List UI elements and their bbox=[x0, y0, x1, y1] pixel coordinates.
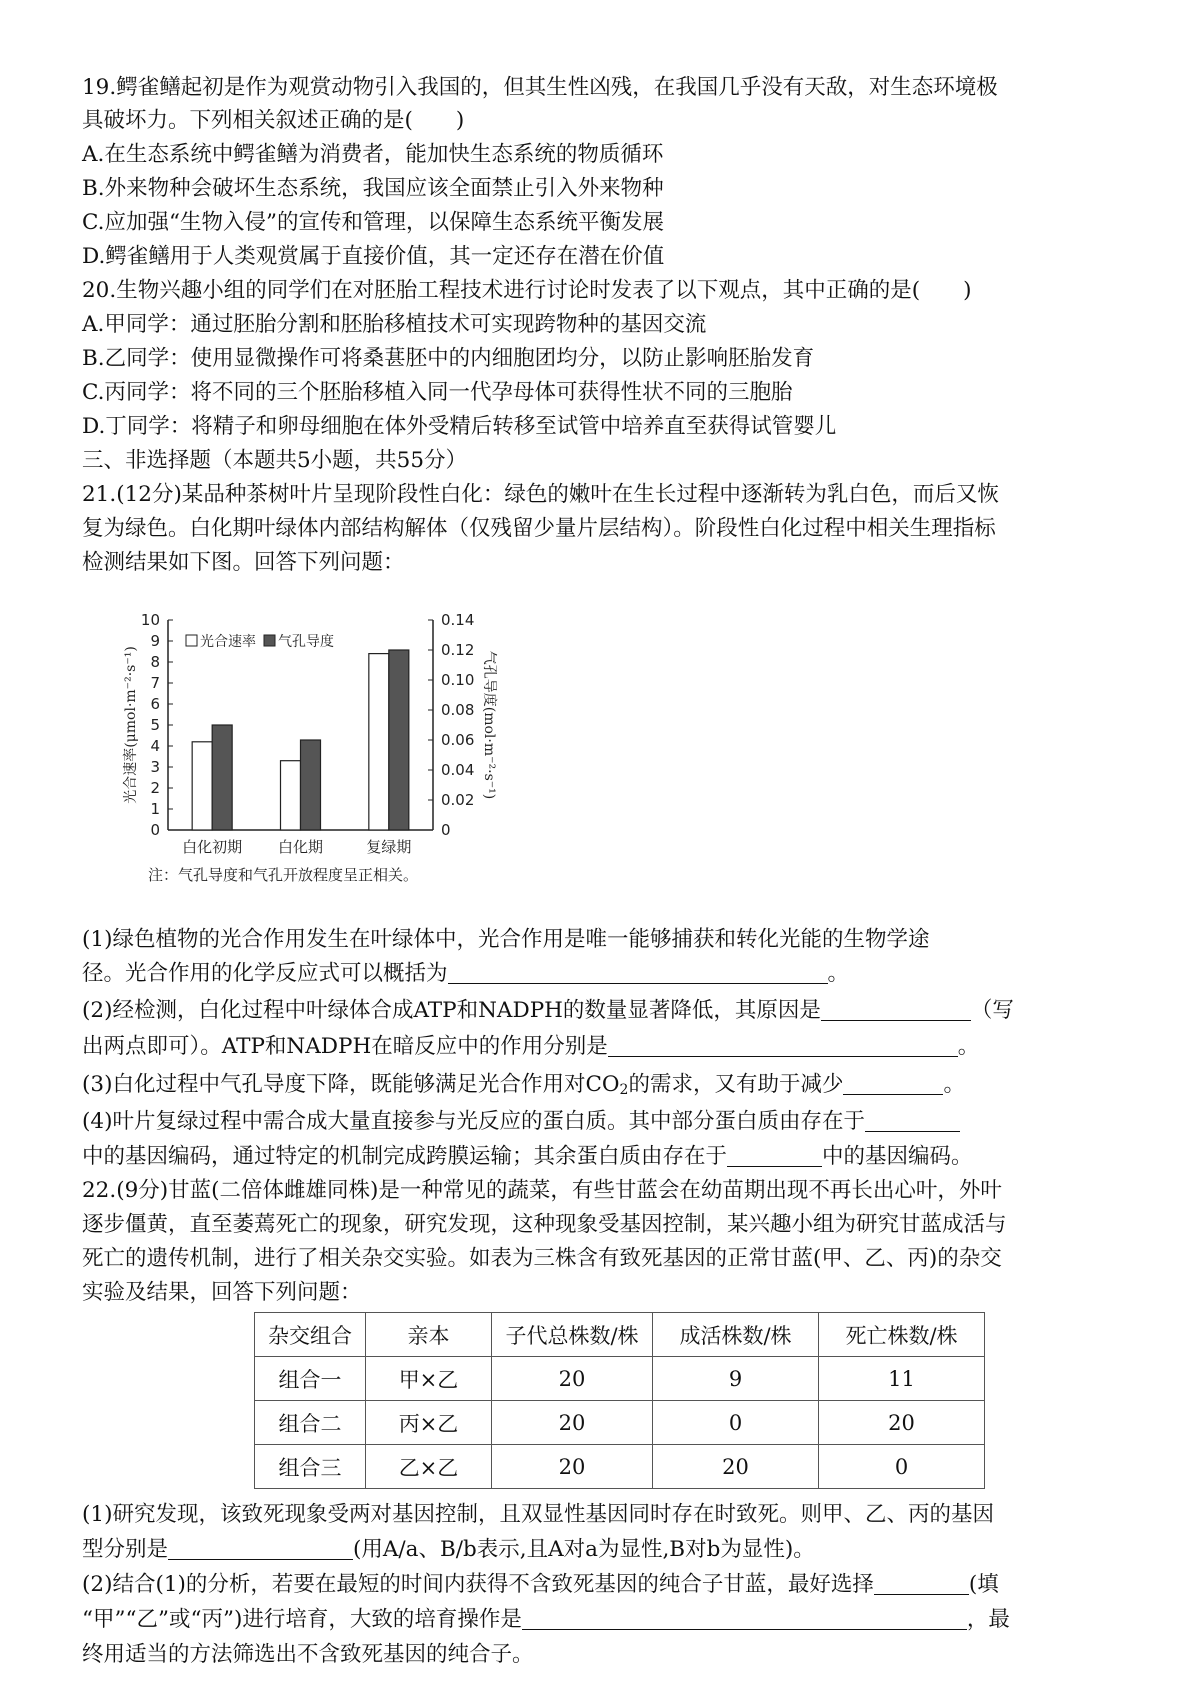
table-row bbox=[255, 1401, 985, 1445]
q19-option-d: D.鳄雀鳝用于人类观赏属于直接价值，其一定还存在潜在价值 bbox=[82, 244, 665, 269]
table-header-cell: 亲本 bbox=[366, 1313, 492, 1357]
q20-option-d: D.丁同学：将精子和卵母细胞在体外受精后转移至试管中培养直至获得试管婴儿 bbox=[82, 414, 837, 439]
x-tick-label: 复绿期 bbox=[366, 838, 412, 856]
bar-photosynthesis bbox=[281, 761, 301, 830]
left-tick-label: 0 bbox=[150, 821, 160, 839]
q21-part4-text: (4)叶片复绿过程中需合成大量直接参与光反应的蛋白质。其中部分蛋白质由存在于 bbox=[82, 1109, 865, 1134]
q22-part1-line-1: (1)研究发现，该致死现象受两对基因控制，且双显性基因同时存在时致死。则甲、乙、丙的基因 bbox=[82, 1502, 994, 1527]
right-tick-label: 0 bbox=[441, 821, 451, 839]
q21-part2-end: 。 bbox=[957, 1034, 980, 1059]
left-tick-label: 4 bbox=[150, 737, 160, 755]
left-tick-label: 9 bbox=[150, 632, 160, 650]
q21-part2-mid: （写 bbox=[970, 998, 1014, 1023]
q21-part4-line-2 bbox=[82, 1142, 973, 1172]
q22-part1-end: (用A/a、B/b表示,且A对a为显性,B对b为显性)。 bbox=[353, 1537, 815, 1562]
q21-part1-text: 径。光合作用的化学反应式可以概括为 bbox=[82, 961, 448, 986]
left-tick-label: 7 bbox=[150, 674, 160, 692]
left-tick-label: 5 bbox=[150, 716, 160, 734]
table-header-cell: 杂交组合 bbox=[255, 1313, 366, 1357]
table-cell: 9 bbox=[653, 1357, 819, 1401]
right-tick-label: 0.12 bbox=[441, 641, 475, 659]
table-cell: 20 bbox=[492, 1357, 653, 1401]
left-tick-label: 8 bbox=[150, 653, 160, 671]
q21-part2-line-1 bbox=[82, 996, 1014, 1026]
q21-part3-line bbox=[82, 1070, 965, 1105]
q19-stem-line-1: 19.鳄雀鳝起初是作为观赏动物引入我国的，但其生性凶残，在我国几乎没有天敌，对生态环境极 bbox=[82, 75, 998, 100]
q21-part2-text: (2)经检测，白化过程中叶绿体合成ATP和NADPH的数量显著降低，其原因是 bbox=[82, 998, 821, 1023]
q21-part1-line-1: (1)绿色植物的光合作用发生在叶绿体中，光合作用是唯一能够捕获和转化光能的生物学途 bbox=[82, 927, 930, 952]
bar-stomatal-conductance bbox=[389, 650, 409, 830]
q21-part2-line-2 bbox=[82, 1032, 979, 1062]
legend-swatch-stomatal-conductance bbox=[264, 635, 275, 646]
table-cell: 20 bbox=[653, 1445, 819, 1489]
q22-part1-text: 型分别是 bbox=[82, 1537, 169, 1562]
q22-part1-line-2 bbox=[82, 1535, 815, 1565]
right-tick-label: 0.06 bbox=[441, 731, 475, 749]
table-cell: 组合三 bbox=[255, 1445, 366, 1489]
table-row bbox=[255, 1445, 985, 1489]
q22-part2-line-2 bbox=[82, 1605, 1010, 1635]
table-cell: 20 bbox=[819, 1401, 985, 1445]
q22-stem-line-4: 实验及结果，回答下列问题： bbox=[82, 1280, 362, 1305]
q19-option-a: A.在生态系统中鳄雀鳝为消费者，能加快生态系统的物质循环 bbox=[82, 142, 664, 167]
answer-blank[interactable] bbox=[821, 998, 971, 1021]
q20-stem: 20.生物兴趣小组的同学们在对胚胎工程技术进行讨论时发表了以下观点，其中正确的是( ) bbox=[82, 278, 972, 303]
q22-part2-mid: (填 bbox=[968, 1572, 999, 1597]
right-tick-label: 0.04 bbox=[441, 761, 475, 779]
table-cell: 20 bbox=[492, 1401, 653, 1445]
q22-part2-line-3: 终用适当的方法筛选出不含致死基因的纯合子。 bbox=[82, 1642, 534, 1667]
x-tick-label: 白化期 bbox=[277, 838, 324, 856]
q21-part1-line-2 bbox=[82, 959, 849, 989]
table-cell: 0 bbox=[653, 1401, 819, 1445]
q20-option-b: B.乙同学：使用显微操作可将桑葚胚中的内细胞团均分，以防止影响胚胎发育 bbox=[82, 346, 815, 371]
table-cell: 乙×乙 bbox=[366, 1445, 492, 1489]
cross-experiment-table bbox=[254, 1312, 985, 1489]
left-tick-label: 1 bbox=[150, 800, 160, 818]
q21-stem-line-1: 21.(12分)某品种茶树叶片呈现阶段性白化：绿色的嫩叶在生长过程中逐渐转为乳白色，而后又恢 bbox=[82, 482, 999, 507]
legend-label-photosynthesis: 光合速率 bbox=[200, 634, 256, 650]
answer-blank[interactable] bbox=[874, 1572, 969, 1595]
q22-stem-line-2: 逐步僵黄，直至萎蔫死亡的现象，研究发现，这种现象受基因控制，某兴趣小组为研究甘蓝成活与 bbox=[82, 1212, 1007, 1237]
q20-option-a: A.甲同学：通过胚胎分割和胚胎移植技术可实现跨物种的基因交流 bbox=[82, 312, 707, 337]
table-cell: 甲×乙 bbox=[366, 1357, 492, 1401]
left-axis-label: 光合速率(μmol·m⁻²·s⁻¹) bbox=[123, 646, 139, 804]
table-cell: 0 bbox=[819, 1445, 985, 1489]
chart-note: 注：气孔导度和气孔开放程度呈正相关。 bbox=[148, 866, 419, 884]
q21-part4-text-2: 中的基因编码，通过特定的机制完成跨膜运输；其余蛋白质由存在于 bbox=[82, 1144, 728, 1169]
q21-part4-line-1 bbox=[82, 1107, 960, 1137]
table-header-cell: 子代总株数/株 bbox=[492, 1313, 653, 1357]
legend-swatch-photosynthesis bbox=[186, 635, 197, 646]
x-tick-label: 白化初期 bbox=[182, 838, 243, 856]
answer-blank[interactable] bbox=[608, 1034, 958, 1057]
q21-part4-end: 中的基因编码。 bbox=[822, 1144, 973, 1169]
q20-option-c: C.丙同学：将不同的三个胚胎移植入同一代孕母体可获得性状不同的三胞胎 bbox=[82, 380, 793, 405]
q21-stem-line-2: 复为绿色。白化期叶绿体内部结构解体（仅残留少量片层结构）。阶段性白化过程中相关生理指标 bbox=[82, 516, 996, 541]
answer-blank[interactable] bbox=[727, 1144, 822, 1167]
table-row bbox=[255, 1357, 985, 1401]
bar-photosynthesis bbox=[192, 742, 212, 830]
q22-part2-text-2: “甲”“乙”或“丙”)进行培育，大致的培育操作是 bbox=[82, 1607, 522, 1632]
table-header-cell: 死亡株数/株 bbox=[819, 1313, 985, 1357]
q22-stem-line-1: 22.(9分)甘蓝(二倍体雌雄同株)是一种常见的蔬菜，有些甘蓝会在幼苗期出现不再长出心叶，外叶 bbox=[82, 1178, 1002, 1203]
table-cell: 11 bbox=[819, 1357, 985, 1401]
right-tick-label: 0.02 bbox=[441, 791, 475, 809]
bar-stomatal-conductance bbox=[301, 740, 321, 830]
table-header-cell: 成活株数/株 bbox=[653, 1313, 819, 1357]
left-tick-label: 3 bbox=[150, 758, 160, 776]
q21-part1-end: 。 bbox=[827, 961, 850, 986]
q21-part3-text-2: 的需求，又有助于减少 bbox=[628, 1072, 844, 1097]
q21-part3-end: 。 bbox=[943, 1072, 965, 1097]
answer-blank[interactable] bbox=[522, 1607, 967, 1630]
answer-blank[interactable] bbox=[843, 1072, 943, 1095]
answer-blank[interactable] bbox=[865, 1109, 960, 1132]
right-axis-label: 气孔导度(mol·m⁻²·s⁻¹) bbox=[481, 650, 497, 800]
answer-blank[interactable] bbox=[168, 1537, 353, 1560]
q22-stem-line-3: 死亡的遗传机制，进行了相关杂交实验。如表为三株含有致死基因的正常甘蓝(甲、乙、丙)的杂交 bbox=[82, 1246, 1002, 1271]
table-cell: 丙×乙 bbox=[366, 1401, 492, 1445]
q19-stem-line-2: 具破坏力。下列相关叙述正确的是( ) bbox=[82, 108, 465, 133]
table-cell: 20 bbox=[492, 1445, 653, 1489]
left-tick-label: 2 bbox=[150, 779, 160, 797]
left-tick-label: 6 bbox=[150, 695, 160, 713]
legend-label-stomatal-conductance: 气孔导度 bbox=[278, 634, 334, 650]
answer-blank[interactable] bbox=[448, 961, 828, 984]
right-tick-label: 0.10 bbox=[441, 671, 475, 689]
q21-stem-line-3: 检测结果如下图。回答下列问题： bbox=[82, 550, 405, 575]
table-header-row bbox=[255, 1313, 985, 1357]
bar-photosynthesis bbox=[369, 654, 389, 830]
left-tick-label: 10 bbox=[140, 611, 160, 629]
bar-stomatal-conductance bbox=[212, 725, 232, 830]
q22-part2-line-1 bbox=[82, 1570, 999, 1600]
table-cell: 组合一 bbox=[255, 1357, 366, 1401]
co2-subscript: 2 bbox=[619, 1082, 629, 1098]
q19-option-c: C.应加强“生物入侵”的宣传和管理，以保障生态系统平衡发展 bbox=[82, 210, 665, 235]
q19-option-b: B.外来物种会破坏生态系统，我国应该全面禁止引入外来物种 bbox=[82, 176, 664, 201]
q21-part3-text: (3)白化过程中气孔导度下降，既能够满足光合作用对CO bbox=[82, 1072, 620, 1097]
q22-part2-text: (2)结合(1)的分析，若要在最短的时间内获得不含致死基因的纯合子甘蓝，最好选择 bbox=[82, 1572, 874, 1597]
right-tick-label: 0.08 bbox=[441, 701, 475, 719]
right-tick-label: 0.14 bbox=[441, 611, 475, 629]
bar-chart bbox=[118, 610, 548, 910]
q22-part2-end: ，最 bbox=[966, 1607, 1010, 1632]
section-heading: 三、非选择题（本题共5小题，共55分） bbox=[82, 448, 468, 473]
table-cell: 组合二 bbox=[255, 1401, 366, 1445]
q21-part2-text-2: 出两点即可）。ATP和NADPH在暗反应中的作用分别是 bbox=[82, 1034, 608, 1059]
